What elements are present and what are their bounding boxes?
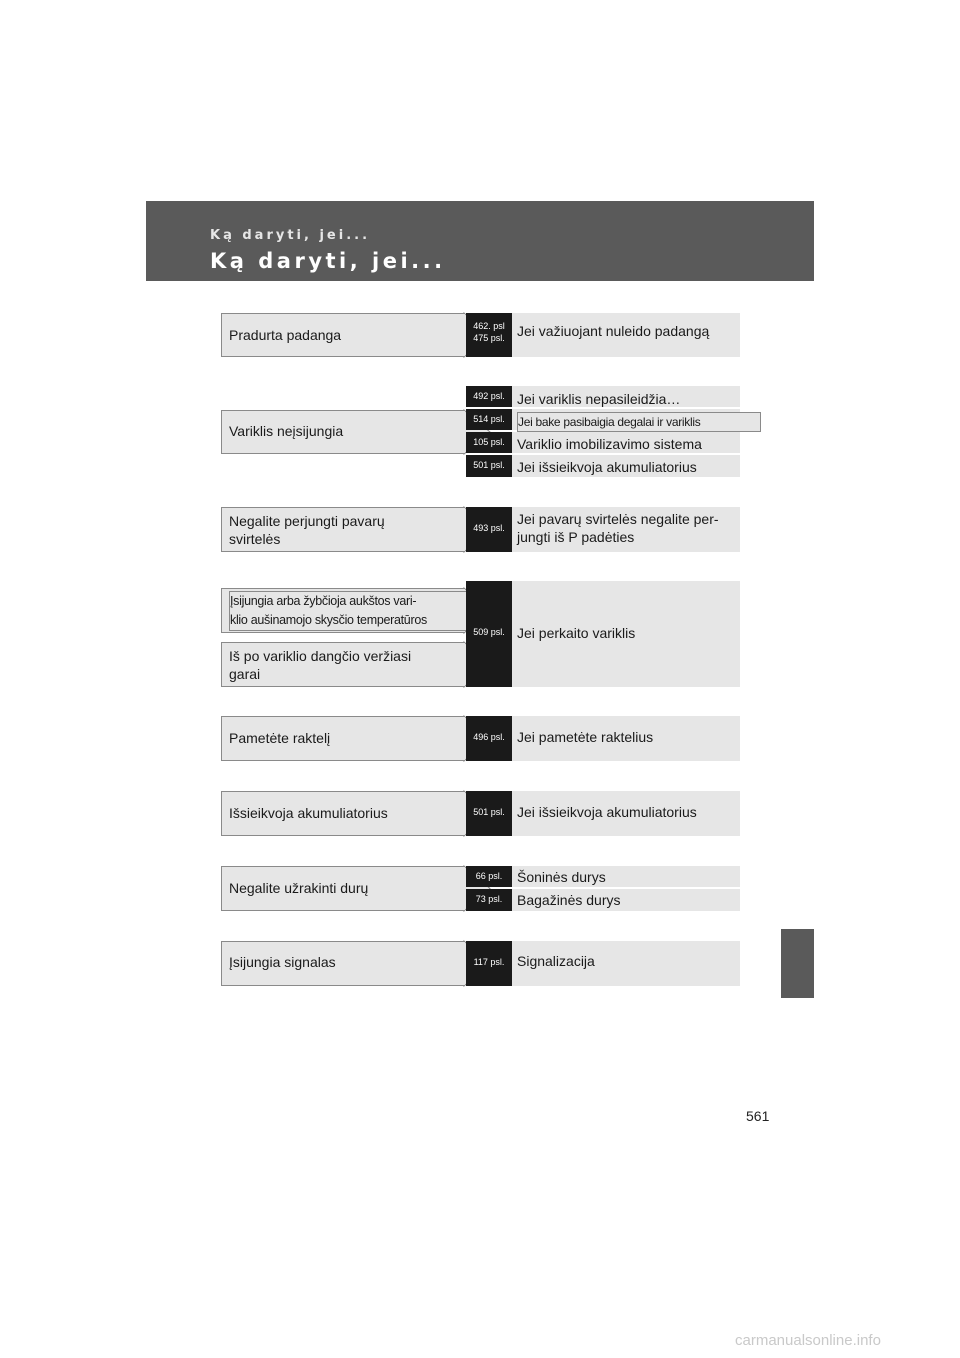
condition-line: garai: [229, 666, 261, 682]
page-ref[interactable]: [466, 507, 512, 552]
result-line: jungti iš P padėties: [517, 529, 635, 545]
condition-text: [229, 647, 460, 683]
result-box: [512, 313, 740, 357]
page-ref[interactable]: [466, 791, 512, 836]
result-box: [512, 941, 740, 986]
page-ref-text: 493 psl.: [473, 523, 505, 533]
result-box: [512, 455, 740, 477]
result-text: Jei bake pasibaigia degalai ir variklis: [517, 412, 761, 432]
page-ref[interactable]: [466, 941, 512, 986]
page-ref-text: 117 psl.: [473, 957, 505, 967]
result-text: [517, 510, 736, 546]
result-text: Signalizacija: [517, 953, 595, 969]
page-ref[interactable]: [466, 386, 512, 407]
watermark: carmanualsonline.info: [735, 1332, 881, 1349]
chapter-tab: [781, 929, 814, 998]
page-ref[interactable]: [466, 716, 512, 761]
result-box: [512, 386, 740, 407]
condition-text: Pradurta padanga: [229, 327, 342, 343]
condition-line: Įsijungia arba žybčioja aukštos vari-: [230, 594, 417, 608]
header-title: Ką daryti, jei...: [210, 249, 446, 273]
page-ref-text: 501 psl.: [473, 807, 505, 817]
condition-text: Negalite užrakinti durų: [229, 880, 369, 896]
result-text: Bagažinės durys: [517, 892, 621, 908]
condition-box: [221, 866, 465, 911]
page-ref[interactable]: [466, 409, 512, 430]
page-ref-text: 105 psl.: [473, 437, 505, 447]
result-line: Jei pavarų svirtelės negalite per-: [517, 511, 719, 527]
condition-box: [221, 507, 465, 552]
page-ref[interactable]: [466, 889, 512, 911]
condition-box: [221, 941, 465, 986]
page-ref-text: 501 psl.: [473, 460, 505, 470]
condition-box: [221, 313, 465, 357]
condition-box: [221, 588, 465, 633]
result-text: Šoninės durys: [517, 869, 606, 885]
result-text: Jei išsieikvoja akumuliatorius: [517, 804, 697, 820]
page-ref-text: 66 psl.: [475, 871, 503, 881]
condition-box: [221, 791, 465, 836]
page-ref[interactable]: [466, 581, 512, 687]
condition-text: Pametėte raktelį: [229, 730, 331, 746]
result-box: [512, 432, 740, 453]
result-box: [512, 409, 740, 430]
result-text: Jei perkaito variklis: [517, 625, 636, 641]
page-ref[interactable]: [466, 432, 512, 453]
page-ref[interactable]: [466, 313, 512, 357]
page-ref-text: 509 psl.: [473, 627, 505, 637]
page-ref-text: 462. psl: [473, 321, 505, 331]
condition-box: [221, 410, 465, 454]
result-text: Jei pametėte raktelius: [517, 729, 654, 745]
header-subtitle: Ką daryti, jei...: [210, 228, 371, 243]
chapter-header: [146, 201, 814, 281]
result-text: Variklio imobilizavimo sistema: [517, 436, 702, 452]
condition-text: [229, 591, 473, 631]
result-box: [512, 507, 740, 552]
page-ref[interactable]: [466, 455, 512, 477]
condition-box: [221, 642, 465, 687]
page-number: 561: [746, 1108, 770, 1124]
result-text: Jei važiuojant nuleido padangą: [517, 323, 710, 339]
result-box: [512, 889, 740, 911]
page-ref-text: 514 psl.: [473, 414, 505, 424]
condition-box: [221, 716, 465, 761]
condition-line: svirtelės: [229, 531, 281, 547]
condition-line: Iš po variklio dangčio veržiasi: [229, 648, 412, 664]
page-ref[interactable]: [466, 866, 512, 887]
result-box: [512, 791, 740, 836]
result-text: Jei išsieikvoja akumuliatorius: [517, 459, 697, 475]
page-ref-text: 475 psl.: [473, 333, 505, 343]
result-box: [512, 716, 740, 761]
condition-text: Variklis neįsijungia: [229, 423, 344, 439]
condition-text: Išsieikvoja akumuliatorius: [229, 805, 388, 821]
condition-line: Negalite perjungti pavarų: [229, 513, 385, 529]
result-box: [512, 866, 740, 887]
page-ref-text: 492 psl.: [473, 391, 505, 401]
result-box: [512, 581, 740, 687]
condition-text: [229, 512, 460, 548]
page-ref-text: 73 psl.: [475, 894, 503, 904]
page-ref-text: 496 psl.: [473, 732, 505, 742]
condition-line: klio aušinamojo skysčio temperatūros: [230, 613, 427, 627]
result-text: Jei variklis nepasileidžia…: [517, 391, 681, 407]
condition-text: Įsijungia signalas: [229, 954, 336, 970]
